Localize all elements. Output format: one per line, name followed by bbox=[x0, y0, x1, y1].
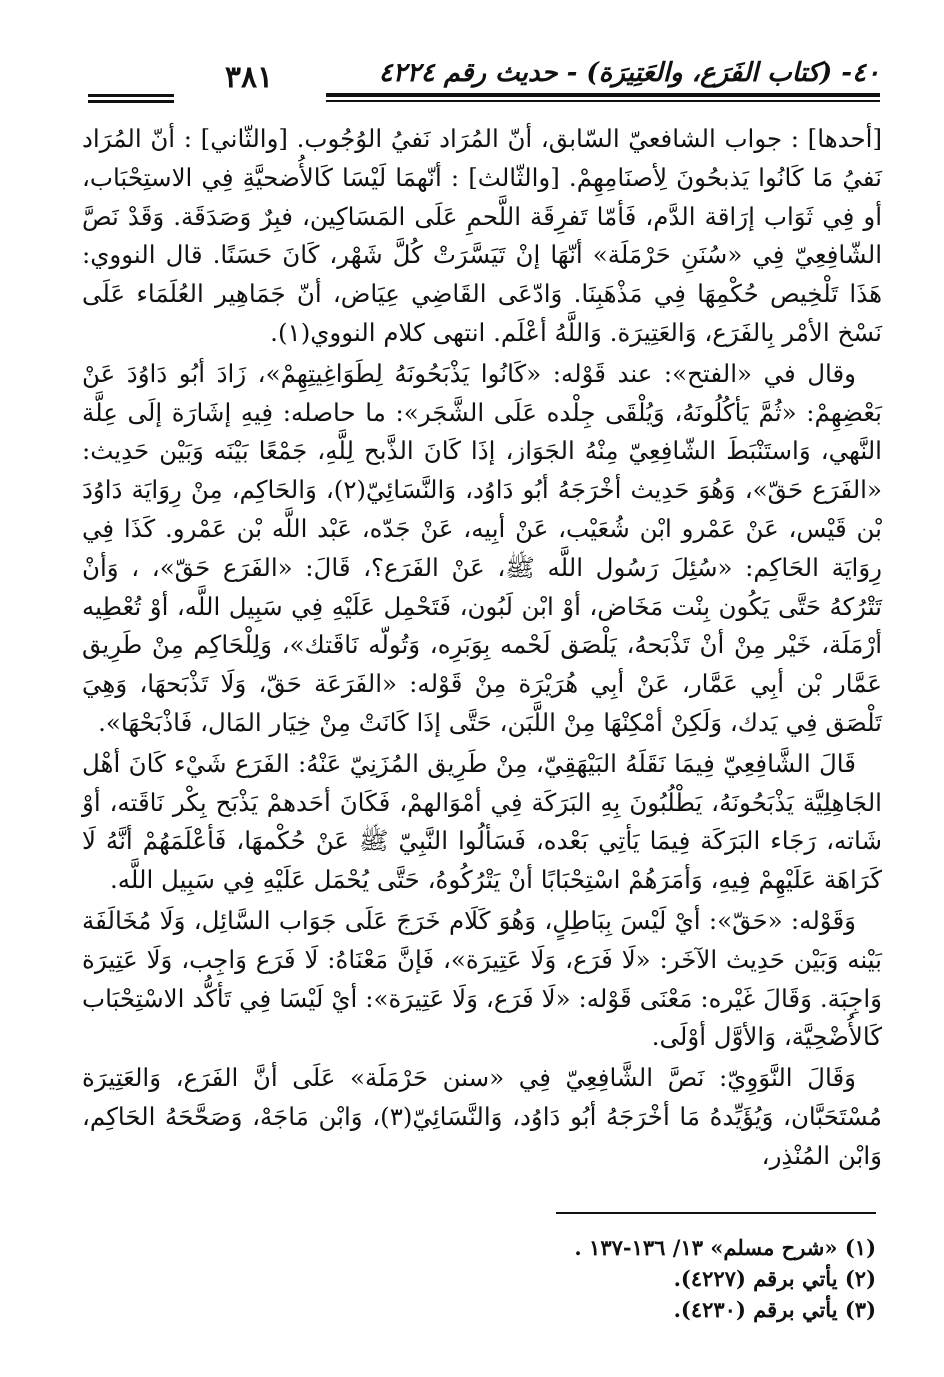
page-number: ٣٨١ bbox=[224, 60, 274, 95]
running-head: ٤٠- (كتاب الفَرَع، والعَتِيرَة) - حديث رقم ٤٢٢٤ bbox=[378, 58, 880, 88]
footnote: (٢) يأتي برقم (٤٢٢٧). bbox=[673, 1266, 876, 1291]
header-rule bbox=[326, 93, 880, 97]
footnotes bbox=[480, 1232, 876, 1325]
footnote-separator bbox=[556, 1212, 876, 1214]
paragraph: [أحدها] : جواب الشافعيّ السّابق، أنّ المُرَاد نَفيُ الوُجُوب. [والثّاني] : أنّ المُرَاد نَفيُ مَا كَانُوا يَذبحُونَ لِأصنَامِهِمْ. [والثّالث] : أنّهمَا لَيْسَا كَالأُضحيَّةِ فِي الاستِحْبَاب، أو فِي ثَوَاب إرَاقة الدَّم، فَأمّا تَفرِقَة اللَّحمِ عَلَى المَسَاكِين، فبِرٌ وَصَدَقَة. وَقَدْ نَصَّ الشّافِعِيّ فِي «سُنَنِ حَرْمَلَة» أنّهَا إنْ تَيَسَّرَتْ كُلَّ شَهْر، كَانَ حَسَنًا. قال النووي: هَذَا تَلْخِيص حُكْمِهَا فِي مَذْهَبِنَا. وَادّعَى القَاضِي عِيَاض، أنّ جَمَاهِير العُلَمَاء عَلَى نَسْخ الأمْر بِالفَرَع، وَالعَتِيرَة. وَاللَّهُ أعْلَم. انتهى كلام النووي(١). bbox=[82, 124, 882, 347]
paragraph: قَالَ الشَّافِعِيّ فِيمَا نَقَلَهُ البَيْهَقِيّ، مِنْ طَرِيق المُزَنِيّ عَنْهُ: الفَرَع شَيْء كَانَ أهْل الجَاهِلِيَّة يَذْبَحُونَهُ، يَطْلُبُونَ بِهِ البَرَكَة فِي أمْوَالهمْ، فَكَانَ أحَدهمْ يَذْبَح بِكْر نَاقَته، أوْ شَاته، رَجَاء البَرَكَة فِيمَا يَأتِي بَعْده، فَسَألُوا النَّبِيّ ﷺ عَنْ حُكْمهَا، فَأعْلَمَهُمْ أنَّهُ لَا كَرَاهَة عَلَيْهِمْ فِيهِ، وَأمَرَهُمْ اسْتِحْبَابًا أنْ يَتْرُكُوهُ، حَتَّى يُحْمَل عَلَيْهِ فِي سَبِيل اللَّه. bbox=[82, 748, 883, 895]
page-header bbox=[88, 58, 880, 100]
footnote: (٣) يأتي برقم (٤٢٣٠). bbox=[673, 1297, 876, 1322]
paragraph: وقال في «الفتح»: عند قَوْله: «كَانُوا يَذْبَحُونَهُ لِطَوَاغِيتِهِمْ»، زَادَ أبُو دَاوُدَ عَنْ بَعْضِهِمْ: «ثُمَّ يَأكُلُونَهُ، وَيُلْقَى جِلْده عَلَى الشَّجَر»: ما حاصله: فِيهِ إشَارَة إلَى عِلَّة النَّهي، وَاستَنْبَطَ الشّافِعِيّ مِنْهُ الجَوَاز، إذَا كَانَ الذَّبح لِلَّهِ، جَمْعًا بَيْنَه وَبَيْن حَدِيث: «الفَرَع حَقّ»، وَهُوَ حَدِيث أخْرَجَهُ أبُو دَاوُد، وَالنَّسَائِيّ(٢)، وَالحَاكِم، مِنْ رِوَايَة دَاوُدَ بْن قَيْس، عَنْ عَمْرو ابْن شُعَيْب، عَنْ أبِيه، عَنْ جَدّه، عَبْد اللَّه بْن عَمْرو. كَذَا فِي رِوَايَة الحَاكِم: «سُئِلَ رَسُول اللَّه ﷺ، عَنْ الفَرَع؟، قَالَ: «الفَرَع حَقّ»، ، وَأنْ تَتْرُكهُ حَتَّى يَكُون بِنْت مَخَاض، أوْ ابْن لَبُون، فَتَحْمِل عَلَيْهِ فِي سَبِيل اللَّه، أوْ تُعْطِيه أرْمَلَة، خَيْر مِنْ أنْ تَذْبَحهُ، يَلْصَق لَحْمه بِوَبَرِه، وَتُولّه نَاقَتك»، وَلِلْحَاكِم مِنْ طَرِيق عَمَّار بْن أبِي عَمَّار، عَنْ أبِي هُرَيْرَة مِنْ قَوْله: «الفَرَعَة حَقّ، وَلَا تَذْبَحهَا، وَهِيَ تَلْصَق فِي يَدك، وَلَكِنْ أمْكِنْهَا مِنْ اللَّبَن، حَتَّى إذَا كَانَتْ مِنْ خِيَار المَال، فَاذْبَحْهَا». bbox=[82, 358, 882, 737]
header-rule bbox=[88, 94, 174, 97]
header-rule bbox=[88, 100, 174, 103]
header-rule bbox=[326, 100, 880, 102]
paragraph: وَقَوْله: «حَقّ»: أيْ لَيْسَ بِبَاطِلٍ، وَهُوَ كَلَام خَرَجَ عَلَى جَوَاب السَّائِل، وَلَا مُخَالَفَة بَيْنه وَبَيْن حَدِيث الآخَر: «لَا فَرَع، وَلَا عَتِيرَة»، فَإنَّ مَعْنَاهُ: لَا فَرَع وَاجِب، وَلَا عَتِيرَة وَاجِبَة. وَقَالَ غَيْره: مَعْنَى قَوْله: «لَا فَرَع، وَلَا عَتِيرَة»: أيْ لَيْسَا فِي تَأكُّد الاسْتِحْبَاب كَالأُضْحِيَّة، وَالأوَّل أوْلَى. bbox=[82, 905, 882, 1052]
footnote: (١) «شرح مسلم» ١٣/ ١٣٦-١٣٧ . bbox=[574, 1235, 876, 1260]
paragraph: وَقَالَ النَّوَوِيّ: نَصَّ الشَّافِعِيّ فِي «سنن حَرْمَلَة» عَلَى أنَّ الفَرَع، وَالعَتِيرَة مُسْتَحَبَّان، وَيُؤَيِّدهُ مَا أخْرَجَهُ أبُو دَاوُد، وَالنَّسَائِيّ(٣)، وَابْن مَاجَهْ، وَصَحَّحَهُ الحَاكِم، وَابْن المُنْذِر، bbox=[82, 1063, 882, 1170]
main-text bbox=[82, 120, 883, 1170]
